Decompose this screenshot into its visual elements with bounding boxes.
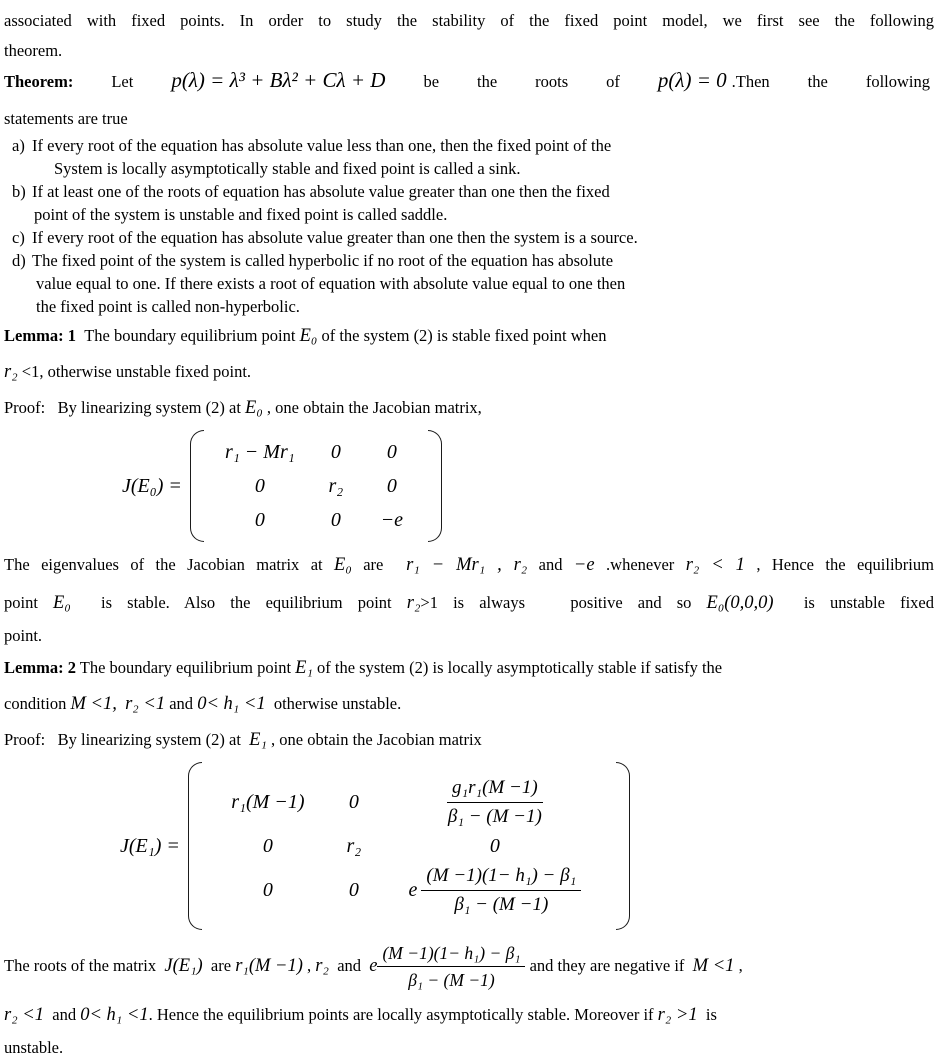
eigen-text: .whenever <box>594 555 686 574</box>
eigen-text: are <box>351 555 407 574</box>
lemma2-statement <box>4 650 934 686</box>
right-parenthesis <box>616 762 630 930</box>
e0-symbol: E₀ <box>245 398 263 418</box>
jacobian-e1-equation <box>120 762 934 930</box>
lemma2-text: of the system (2) is locally asymptotically stable if satisfy the <box>312 658 723 677</box>
proof-text: Proof: By linearizing system (2) at <box>4 398 246 417</box>
lemma2-condition-line <box>4 686 934 722</box>
list-marker: a) <box>12 136 25 155</box>
proof-text: , one obtain the Jacobian matrix <box>266 730 482 749</box>
eigen-text: point <box>4 593 54 612</box>
eigen-text: >1 is always positive and so <box>420 593 707 612</box>
theorem-word: be <box>423 72 440 91</box>
roots-text: The roots of the matrix <box>4 956 165 975</box>
eigenvalues-line-3: point. <box>4 626 43 645</box>
r2-symbol: r₂ <box>406 593 421 613</box>
j-e1-symbol: J(E₁) <box>164 955 203 976</box>
jacobian-e0-equation <box>122 430 934 542</box>
r2-condition: r₂ <1 <box>125 694 166 714</box>
theorem-statement <box>4 68 934 106</box>
lemma1-text: <1, otherwise unstable fixed point. <box>17 362 252 381</box>
theorem-word: Let <box>111 72 134 91</box>
roots-text: is <box>697 1005 717 1024</box>
lemma1-label: Lemma: 1 <box>4 326 76 345</box>
fraction-numerator: (M −1)(1− h₁) − β₁ <box>377 942 525 967</box>
list-item-a <box>4 134 934 157</box>
roots-text: are <box>202 956 236 975</box>
list-marker: b) <box>12 182 26 201</box>
matrix-cell: 0 <box>386 440 397 463</box>
theorem-case-list <box>4 134 934 318</box>
fraction-denominator: β₁ − (M −1) <box>408 969 495 990</box>
list-item-text: If every root of the equation has absolute value less than one, then the fixed point of the <box>32 136 612 155</box>
list-item-d-cont: value equal to one. If there exists a root of equation with absolute value equal to one then <box>36 274 626 293</box>
lemma1-text: of the system (2) is stable fixed point when <box>317 326 607 345</box>
theorem-statements-line: statements are true <box>4 109 128 128</box>
roots-text: and they are negative if <box>525 956 693 975</box>
list-item-text: The fixed point of the system is called hyperbolic if no root of the equation has absolute <box>32 251 614 270</box>
eigenvalue-list: r₁ − Mr₁ , r₂ <box>406 555 528 575</box>
roots-text: and <box>44 1005 81 1024</box>
matrix-cell: 0 <box>330 440 341 463</box>
jacobian-e1-lhs: J(E₁) = <box>120 834 180 857</box>
matrix-cell: 0 <box>489 834 500 857</box>
matrix-cell: 0 <box>254 508 265 531</box>
eigen-text: is unstable fixed <box>773 593 934 612</box>
e1-symbol: E₁ <box>249 730 267 750</box>
matrix-cell-fraction <box>421 864 581 917</box>
r2-symbol: r₂ <box>4 362 18 382</box>
roots-line-1 <box>4 936 934 996</box>
lemma2-label: Lemma: 2 <box>4 658 76 677</box>
h1-condition: 0< h₁ <1 <box>80 1005 149 1025</box>
fraction-denominator: β₁ − (M −1) <box>447 805 542 827</box>
eigen-text: and <box>527 555 574 574</box>
jacobian-e0-lhs: J(E₀) = <box>122 474 182 497</box>
inline-fraction <box>377 942 525 991</box>
left-parenthesis <box>188 762 202 930</box>
lemma1-condition-line <box>4 354 934 390</box>
r2-condition: r₂ <1 <box>4 1005 44 1025</box>
e0-symbol: E₀ <box>299 326 318 346</box>
roots-text: , <box>734 956 743 975</box>
right-parenthesis <box>428 430 442 542</box>
matrix-cell: −e <box>380 508 404 531</box>
polynomial-roots-phrase <box>658 68 770 93</box>
matrix-cell: 0 <box>348 790 359 813</box>
proof-text: Proof: By linearizing system (2) at <box>4 730 250 749</box>
theorem-word: the <box>807 72 828 91</box>
jacobian-e0-matrix <box>204 431 428 541</box>
h1-condition: 0< h₁ <1 <box>197 694 266 714</box>
roots-text: and <box>328 956 370 975</box>
intro-line-1: associated with fixed points. In order to study the stability of the fixed point model, we first see the following <box>4 11 934 30</box>
fraction-numerator: g₁r₁(M −1) <box>447 776 543 803</box>
list-item-text: If at least one of the roots of equation has absolute value greater than one then the fixed <box>32 182 610 201</box>
theorem-label: Theorem: <box>4 72 74 91</box>
list-item-b-cont: point of the system is unstable and fixed point is called saddle. <box>34 205 448 224</box>
r2-condition: r₂ >1 <box>657 1005 698 1025</box>
minus-e-symbol: −e <box>573 555 595 575</box>
r2-condition: r₂ < 1 <box>685 555 745 575</box>
matrix-cell: 0 <box>386 474 397 497</box>
roots-text: . Hence the equilibrium points are locally asymptotically stable. Moreover if <box>148 1005 658 1024</box>
matrix-cell-fraction <box>447 773 543 832</box>
roots-line-2 <box>4 996 934 1034</box>
lemma2-text: otherwise unstable. <box>265 694 402 713</box>
then-word: .Then <box>731 72 770 91</box>
intro-line-2: theorem. <box>4 41 63 60</box>
e0-symbol: E₀ <box>334 555 352 575</box>
e-coefficient: e <box>408 878 418 901</box>
proof-text: , one obtain the Jacobian matrix, <box>262 398 482 417</box>
theorem-word: the <box>477 72 498 91</box>
list-item-text: If every root of the equation has absolute value greater than one then the system is a source. <box>32 228 638 247</box>
e0-origin-point: E₀(0,0,0) <box>706 593 774 613</box>
root-2: r₂ <box>315 955 329 976</box>
matrix-cell: 0 <box>330 508 341 531</box>
matrix-cell: r₁(M −1) <box>231 790 305 813</box>
e-coefficient: e <box>369 955 378 976</box>
root-1: r₁(M −1) <box>235 955 303 976</box>
characteristic-polynomial-formula: p(λ) = λ³ + Bλ² + Cλ + D <box>171 68 386 92</box>
roots-line-3: unstable. <box>4 1038 64 1057</box>
fraction-denominator: β₁ − (M −1) <box>454 893 549 915</box>
matrix-cell: r₁ − Mr₁ <box>225 440 295 463</box>
list-item-d-cont: the fixed point is called non-hyperbolic. <box>36 297 300 316</box>
p-lambda-zero-formula: p(λ) = 0 <box>657 68 727 92</box>
theorem-word: roots <box>535 72 569 91</box>
lemma1-text: The boundary equilibrium point <box>75 326 300 345</box>
lemma2-proof-line <box>4 722 934 758</box>
list-item-d <box>4 249 934 272</box>
list-item-c <box>4 226 934 249</box>
fraction-numerator: (M −1)(1− h₁) − β₁ <box>421 864 581 891</box>
matrix-cell: 0 <box>348 878 359 901</box>
matrix-cell: r₂ <box>346 834 362 857</box>
jacobian-e1-matrix <box>202 769 616 924</box>
list-item-a-cont: System is locally asymptotically stable and fixed point is called a sink. <box>54 159 521 178</box>
lemma2-text: and <box>165 694 198 713</box>
matrix-cell: r₂ <box>328 474 344 497</box>
e1-symbol: E₁ <box>295 658 313 678</box>
roots-text: , <box>302 956 316 975</box>
lemma2-text <box>117 694 125 713</box>
eigenvalues-line-1 <box>4 546 934 584</box>
theorem-word: following <box>865 72 930 91</box>
matrix-cell: 0 <box>262 834 273 857</box>
list-marker: d) <box>12 251 26 270</box>
eigen-text: is stable. Also the equilibrium point <box>70 593 407 612</box>
eigen-text: The eigenvalues of the Jacobian matrix at <box>4 555 335 574</box>
matrix-cell-e-fraction <box>409 861 582 920</box>
lemma1-proof-line <box>4 390 934 426</box>
list-marker: c) <box>12 228 25 247</box>
lemma2-text: condition <box>4 694 71 713</box>
m-condition: M <1 <box>692 955 735 976</box>
lemma2-text: The boundary equilibrium point <box>75 658 296 677</box>
matrix-cell: 0 <box>254 474 265 497</box>
left-parenthesis <box>190 430 204 542</box>
list-item-b <box>4 180 934 203</box>
e0-symbol: E₀ <box>53 593 71 613</box>
m-condition: M <1, <box>70 694 117 714</box>
eigen-text: , Hence the equilibrium <box>744 555 934 574</box>
matrix-cell: 0 <box>262 878 273 901</box>
theorem-word: of <box>606 72 620 91</box>
lemma1-statement <box>4 318 934 354</box>
eigenvalues-line-2 <box>4 584 934 622</box>
